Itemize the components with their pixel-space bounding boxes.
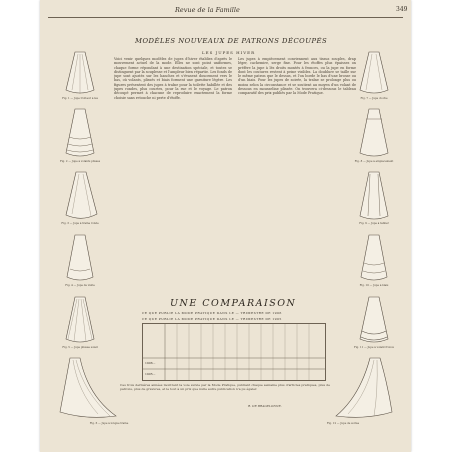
article-column-left: Voici venir quelques modèles de jupes d'hiver établies d'après le mouvement actuel de la mode. Elles ne sont point uniformes, chaque forme répondant à une destination spéciale, et toutes se distinguent par la souplesse et l'ampleur bien répartie. Les fonds de jupe sont ajustés sur les hanches et s'évasent doucement vers le bas, où volants, plissés et biais forment une garniture légère. Les figures présentent des jupes à traîne pour la toilette habillée et des jupes rondes, plus courtes, pour la rue et le voyage. Le patron découpé permet à chacune de reproduire exactement la forme choisie sans retouche ni perte d'étoffe. [114,57,232,100]
comparison-table-grid [143,324,325,380]
figure-caption: Fig. 2 — Jupe à volants plissés [59,160,101,163]
magazine-page [40,0,411,452]
skirt-illustration-right-4 [352,233,396,283]
figure-caption: Fig. 7 — Jupe cloche [360,97,388,100]
article-column-right: Les jupes à empiècement conviennent aux tissus souples, drap léger, cachemire, serge fine. Pour les étoffes plus épaisses on préfère la jupe à lés droits montés à fronces, ou la jupe en forme dont les coutures restent à peine visibles. La doublure se taille sur le même patron que le dessus, et l'on borde le bas d'une brosse ou d'un biais. Pour les jupes de soirée, la traîne se prolonge plus ou moins selon la circonstance et se soutient au moyen d'un volant de dessous en mousseline plissée. On trouvera ci-dessous le tableau comparatif des prix publiés par la Mode Pratique. [238,57,356,96]
page-number: 349 [396,6,408,13]
figure-caption: Fig. 11 — Jupe à volant froncé [354,346,394,349]
skirt-illustration-right-3 [352,170,396,222]
comparison-line-2: CE QUE PUBLIE LA MODE PRATIQUE DANS LE — TRIMESTRE DE 1905 [142,317,282,321]
table-row-label: 1906... [145,361,156,365]
skirt-illustration-left-5 [58,295,102,345]
figure-caption: Fig. 5 — Jupe plissée soleil [62,346,98,349]
figure-caption: Fig. 8 — Jupe à empiècement [354,160,394,163]
figure-caption: Fig. 4 — Jupe de visite [65,284,95,287]
figure-caption: Fig. 12 — Jupe de soirée [326,422,360,425]
figure-caption: Fig. 1 — Jupe trotteur à lés [62,97,98,100]
comparison-line-1: CE QUE PUBLIE LA MODE PRATIQUE DANS LE — TRIMESTRE DE 1906 [142,311,282,315]
skirt-illustration-right-5 [352,295,396,345]
skirt-illustration-right-1 [352,50,396,96]
article-subtitle: LES JUPES HIVER [202,50,256,55]
figure-caption: Fig. 3 — Jupe à traîne ronde [61,222,99,225]
running-title: Revue de la Famille [175,6,240,14]
article-title: MODÈLES NOUVEAUX DE PATRONS DÉCOUPÉS [135,37,328,45]
comparison-table [142,323,326,381]
header-rule [48,17,403,18]
skirt-illustration-right-6 [330,356,400,420]
author-signature: R. DE BRAGELONNE. [248,404,282,408]
figure-caption: Fig. 6 — Jupe à longue traîne [89,422,129,425]
skirt-illustration-left-2 [58,107,102,159]
skirt-illustration-right-2 [352,107,396,159]
figure-caption: Fig. 10 — Jupe à biais [359,284,389,287]
skirt-illustration-left-6 [50,356,120,420]
skirt-illustration-left-4 [58,233,102,283]
comparison-title: UNE COMPARAISON [170,298,297,309]
figure-caption: Fig. 9 — Jupe à tablier [359,222,389,225]
skirt-illustration-left-3 [60,170,104,222]
table-row-label: 1905... [145,372,156,376]
skirt-illustration-left-1 [58,50,102,96]
comparison-footnote: Ces trois dernières années montrent la voie suivie par la Mode Pratique, publiant chaque semaine plus d'articles pratiques, plus de patrons, plus de gravures, et le tout à un prix que nulle autre publication n'a pu égaler. [120,383,330,391]
